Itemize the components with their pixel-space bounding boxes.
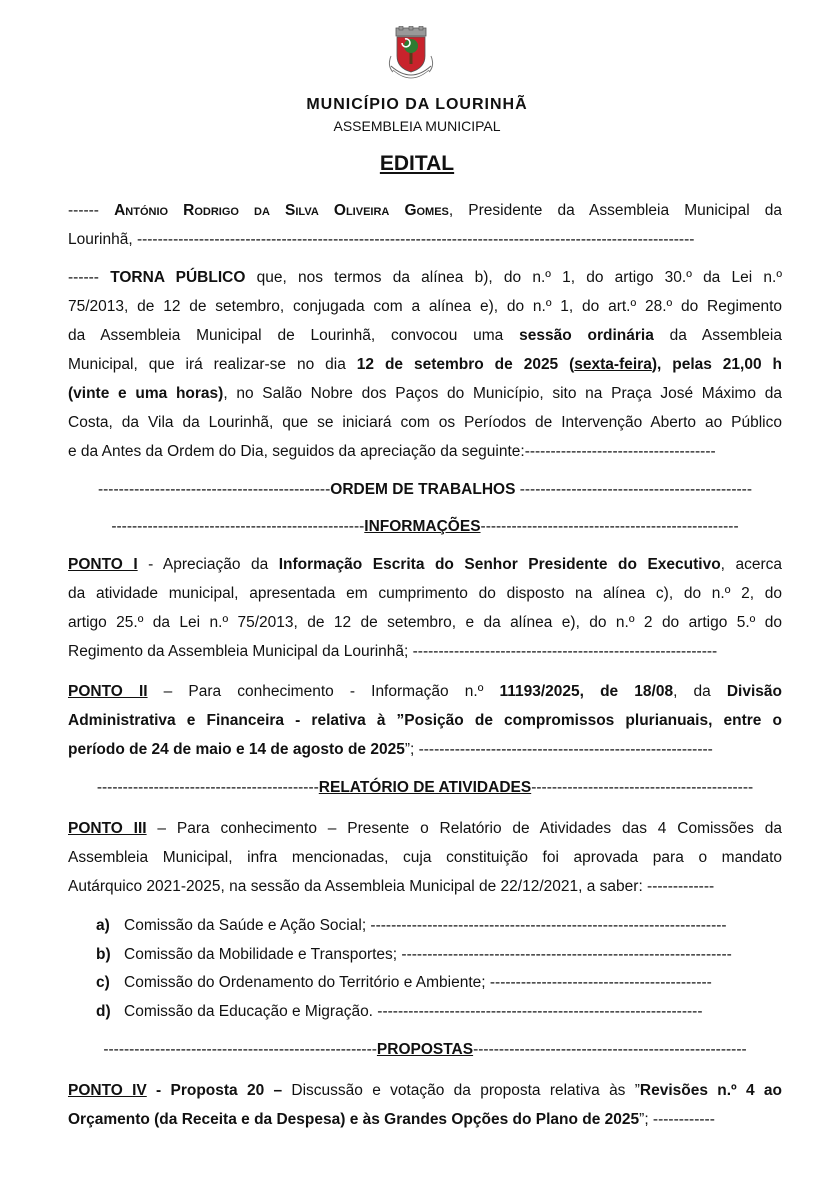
announcement-line-5: (vinte e uma horas), no Salão Nobre dos Paços do Município, sito na Praça José Máximo da xyxy=(68,385,782,402)
announcement-line-3: da Assembleia Municipal de Lourinhã, convocou uma sessão ordinária da Assembleia xyxy=(68,327,782,344)
section-relatorio-de-atividades: -------------------------------------------RELATÓRIO DE ATIVIDADES------------------------------------------- xyxy=(96,779,754,796)
ponto4-line-2: Orçamento (da Receita e da Despesa) e às Grandes Opções do Plano de 2025”; ------------ xyxy=(68,1111,715,1128)
assembly-name: ASSEMBLEIA MUNICIPAL xyxy=(333,118,501,134)
ponto2-line-2: Administrativa e Financeira - relativa à ”Posição de compromissos plurianuais, entre o xyxy=(68,712,782,729)
municipality-name: MUNICÍPIO DA LOURINHÃ xyxy=(306,96,528,113)
ponto4-line-1: PONTO IV - Proposta 20 – Discussão e votação da proposta relativa às ”Revisões n.º 4 ao xyxy=(68,1082,782,1099)
ponto3-line-3: Autárquico 2021-2025, na sessão da Assembleia Municipal de 22/12/2021, a saber: ------------- xyxy=(68,878,715,895)
ponto1-line-1: PONTO I - Apreciação da Informação Escrita do Senhor Presidente do Executivo, acerca xyxy=(68,556,782,573)
intro-line-2: Lourinhã, ------------------------------------------------------------------------------------------------------------ xyxy=(68,231,695,248)
list-item: b) Comissão da Mobilidade e Transportes; ---------------------------------------------------------------- xyxy=(96,946,732,963)
list-item: a) Comissão da Saúde e Ação Social; --------------------------------------------------------------------- xyxy=(96,917,727,934)
section-propostas: -----------------------------------------------------PROPOSTAS----------------------------------------------------- xyxy=(103,1041,747,1058)
ponto3-line-2: Assembleia Municipal, infra mencionadas, cuja constituição foi aprovada para o mandato xyxy=(68,849,782,866)
list-item: c) Comissão do Ordenamento do Território e Ambiente; ------------------------------------------- xyxy=(96,974,712,991)
president-name: António Rodrigo da Silva Oliveira Gomes xyxy=(114,202,449,219)
section-ordem-de-trabalhos: ---------------------------------------------ORDEM DE TRABALHOS --------------------------------------------- xyxy=(97,481,752,498)
ponto1-line-2: da atividade municipal, apresentada em cumprimento do disposto na alínea c), do n.º 2, do xyxy=(68,585,782,602)
announcement-line-6: Costa, da Vila da Lourinhã, que se iniciará com os Períodos de Intervenção Aberto ao Público xyxy=(68,414,782,431)
list-item: d) Comissão da Educação e Migração. --------------------------------------------------------------- xyxy=(96,1003,703,1020)
intro-line-1: ------ António Rodrigo da Silva Oliveira Gomes, Presidente da Assembleia Municipal da xyxy=(68,202,782,219)
ponto1-line-3: artigo 25.º da Lei n.º 75/2013, de 12 de setembro, e da alínea e), do n.º 2 do artigo 5.º do xyxy=(68,614,782,631)
ponto3-line-1: PONTO III – Para conhecimento – Presente o Relatório de Atividades das 4 Comissões da xyxy=(68,820,782,837)
municipal-crest-icon xyxy=(383,26,439,86)
announcement-line-4: Municipal, que irá realizar-se no dia 12 de setembro de 2025 (sexta-feira), pelas 21,00 h xyxy=(68,356,782,373)
announcement-line-2: 75/2013, de 12 de setembro, conjugada com a alínea e), do n.º 1, do art.º 28.º do Regimento xyxy=(68,298,782,315)
section-informacoes: -------------------------------------------------INFORMAÇÕES-------------------------------------------------- xyxy=(111,518,739,535)
ponto2-line-3: período de 24 de maio e 14 de agosto de 2025”; --------------------------------------------------------- xyxy=(68,741,713,758)
ponto1-line-4: Regimento da Assembleia Municipal da Lourinhã; ----------------------------------------------------------- xyxy=(68,643,718,660)
announcement-line-7: e da Antes da Ordem do Dia, seguidos da apreciação da seguinte:------------------------------------- xyxy=(68,443,716,460)
document-title: EDITAL xyxy=(379,152,455,175)
announcement-line-1: ------ TORNA PÚBLICO que, nos termos da alínea b), do n.º 1, do artigo 30.º da Lei n.º xyxy=(68,269,782,286)
ponto2-line-1: PONTO II – Para conhecimento - Informação n.º 11193/2025, de 18/08, da Divisão xyxy=(68,683,782,700)
